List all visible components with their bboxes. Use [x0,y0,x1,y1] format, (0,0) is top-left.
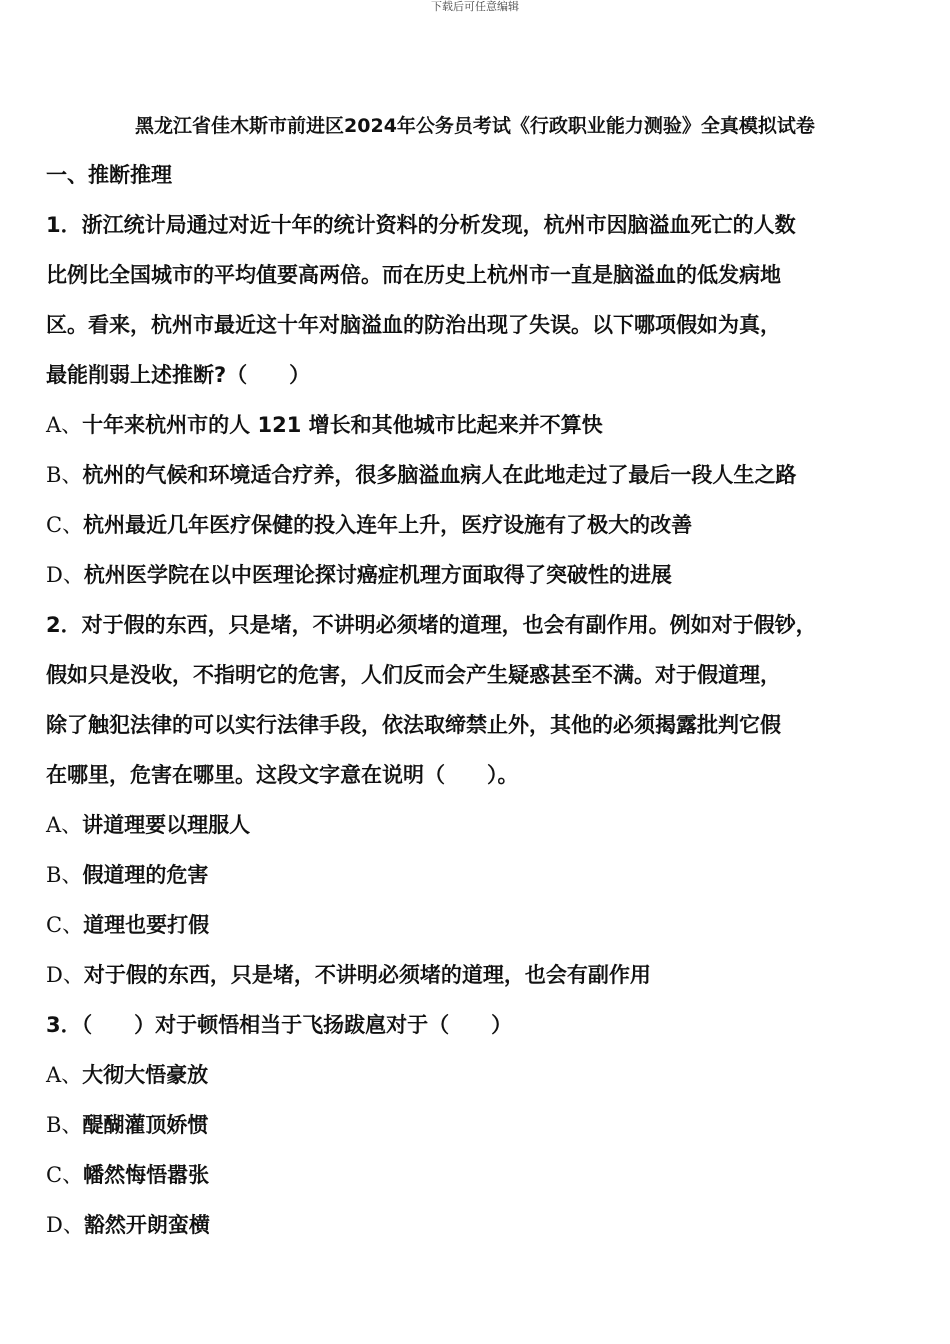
option-letter: B、 [46,1113,83,1137]
option-a [46,811,914,861]
option-text: 讲道理要以理服人 [82,813,251,837]
option-b [46,461,914,511]
option-text: 豁然开朗蛮横 [83,1213,210,1237]
document-title: 黑龙江省佳木斯市前进区2024年公务员考试《行政职业能力测验》全真模拟试卷 [135,115,815,137]
option-text: 幡然悔悟嚣张 [83,1163,210,1187]
question-text-line: 比例比全国城市的平均值要高两倍。而在历史上杭州市一直是脑溢血的低发病地 [46,263,781,287]
document-body [46,161,914,1261]
option-letter: B、 [46,463,83,487]
question-3 [46,1011,914,1261]
option-text: 醍醐灌顶娇惯 [82,1113,209,1137]
option-d [46,561,914,611]
option-text: 杭州最近几年医疗保健的投入连年上升，医疗设施有了极大的改善 [83,513,693,537]
question-text-line: 3．（ ）对于顿悟相当于飞扬跋扈对于（ ） [46,1013,513,1037]
option-letter: D、 [46,1213,84,1237]
option-letter: C、 [46,913,84,937]
question-text-line: 除了触犯法律的可以实行法律手段，依法取缔禁止外，其他的必须揭露批判它假 [46,713,781,737]
option-text: 对于假的东西，只是堵，不讲明必须堵的道理，也会有副作用 [83,963,651,987]
option-c [46,1161,914,1211]
option-text: 杭州医学院在以中医理论探讨癌症机理方面取得了突破性的进展 [83,563,672,587]
question-2 [46,611,914,1011]
option-d [46,1211,914,1261]
header-note: 下载后可任意编辑 [431,0,519,13]
option-b [46,1111,914,1161]
option-d [46,961,914,1011]
question-text-line: 2．对于假的东西，只是堵，不讲明必须堵的道理，也会有副作用。例如对于假钞， [46,613,817,637]
option-letter: A、 [46,413,83,437]
option-text: 道理也要打假 [83,913,210,937]
option-text: 假道理的危害 [82,863,209,887]
option-c [46,511,914,561]
question-text-line: 区。看来，杭州市最近这十年对脑溢血的防治出现了失误。以下哪项假如为真， [46,313,781,337]
option-text: 杭州的气候和环境适合疗养，很多脑溢血病人在此地走过了最后一段人生之路 [82,463,797,487]
option-letter: C、 [46,1163,84,1187]
option-letter: A、 [46,813,83,837]
option-letter: D、 [46,963,84,987]
option-letter: B、 [46,863,83,887]
option-letter: A、 [46,1063,83,1087]
option-b [46,861,914,911]
option-letter: C、 [46,513,84,537]
option-a [46,1061,914,1111]
option-a [46,411,914,461]
question-1 [46,211,914,611]
question-text-line: 假如只是没收，不指明它的危害，人们反而会产生疑惑甚至不满。对于假道理， [46,663,781,687]
option-text: 十年来杭州市的人 121 增长和其他城市比起来并不算快 [82,413,603,437]
section-heading: 一、推断推理 [46,163,172,187]
question-text-line: 在哪里，危害在哪里。这段文字意在说明（ ）。 [46,763,519,787]
option-letter: D、 [46,563,84,587]
question-text-line: 1．浙江统计局通过对近十年的统计资料的分析发现，杭州市因脑溢血死亡的人数 [46,213,796,237]
option-text: 大彻大悟豪放 [82,1063,209,1087]
option-c [46,911,914,961]
question-text-line: 最能削弱上述推断?（ ） [46,363,311,387]
